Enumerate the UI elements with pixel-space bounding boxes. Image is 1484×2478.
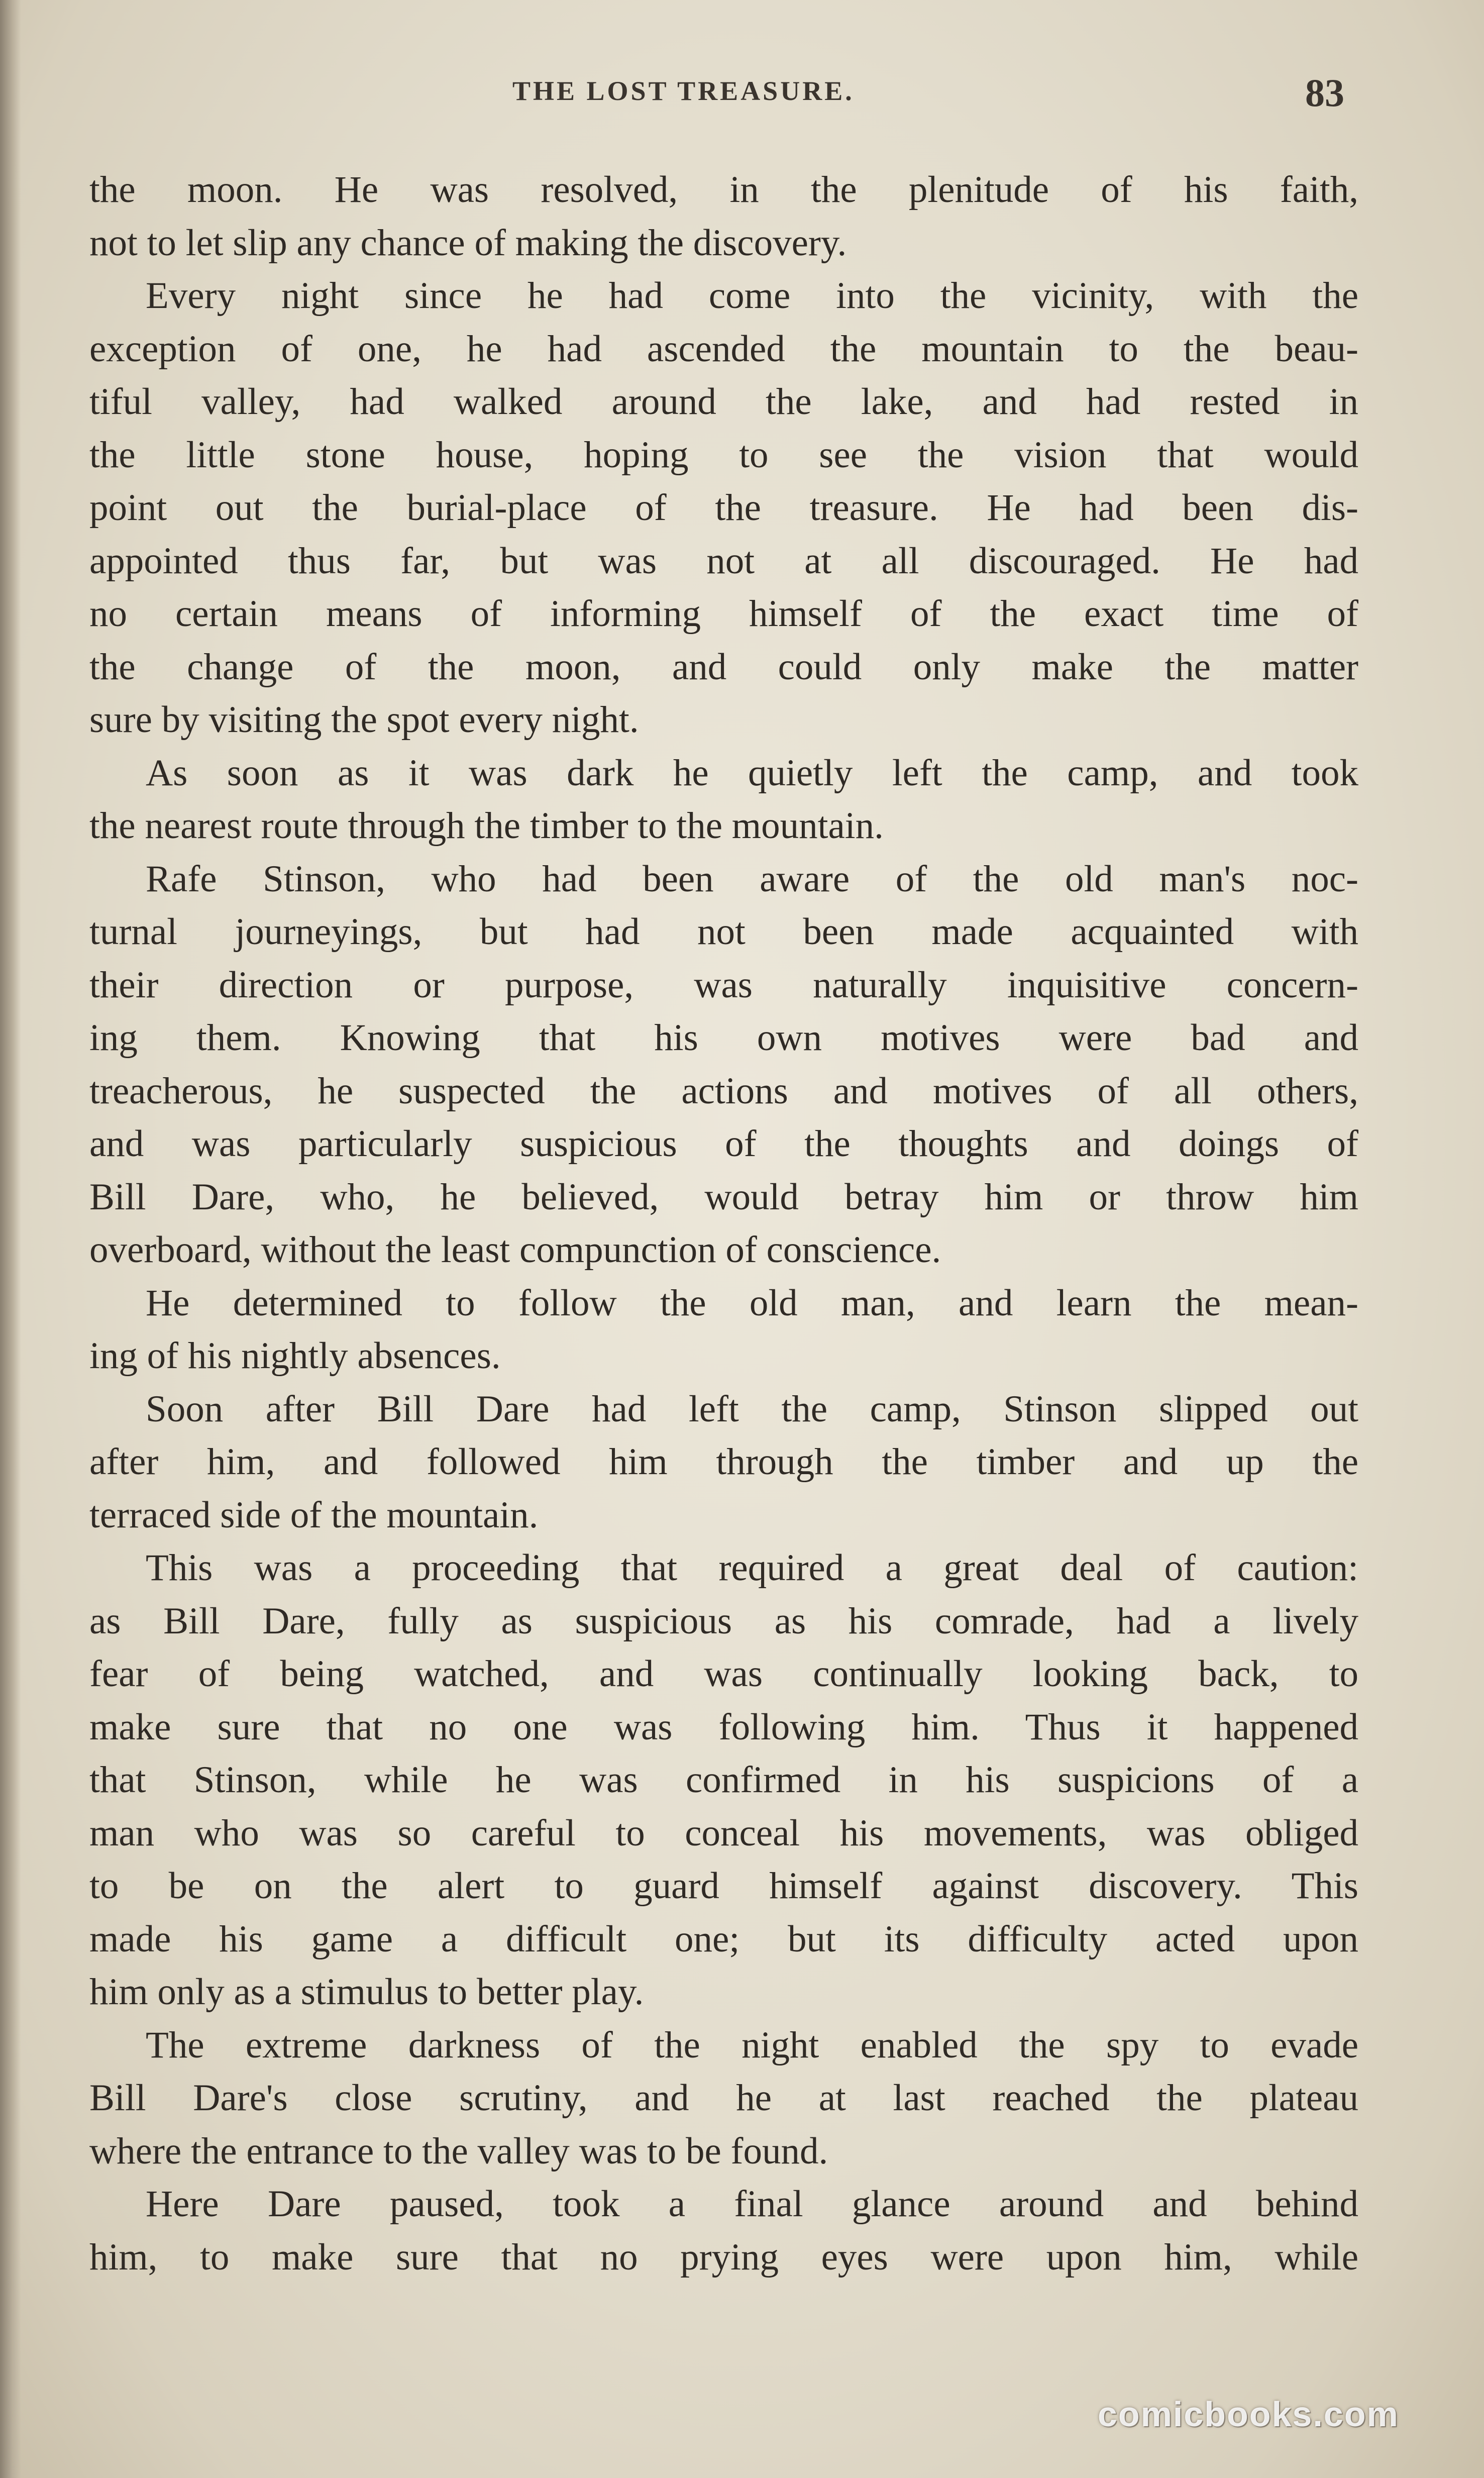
text-line: make sure that no one was following him. Thus it happened — [89, 1706, 1358, 1748]
text-line: ing them. Knowing that his own motives were bad and — [89, 1017, 1358, 1059]
page-number: 83 — [1305, 71, 1344, 115]
text-line: the change of the moon, and could only make the matter — [89, 646, 1358, 688]
text-line: terraced side of the mountain. — [89, 1494, 539, 1536]
text-line: As soon as it was dark he quietly left the camp, and took — [146, 752, 1358, 794]
text-line: the nearest route through the timber to the mountain. — [89, 805, 884, 847]
text-line: This was a proceeding that required a great deal of caution: — [146, 1547, 1358, 1589]
text-line: man who was so careful to conceal his movements, was obliged — [89, 1812, 1358, 1854]
watermark: comicbooks.com — [1098, 2395, 1399, 2434]
text-line: Rafe Stinson, who had been aware of the old man's noc- — [146, 858, 1358, 900]
text-line: appointed thus far, but was not at all discouraged. He had — [89, 540, 1358, 582]
text-line: where the entrance to the valley was to be found. — [89, 2130, 828, 2172]
text-line: as Bill Dare, fully as suspicious as his comrade, had a lively — [89, 1600, 1358, 1642]
text-line: the little stone house, hoping to see the vision that would — [89, 434, 1358, 476]
text-line: Every night since he had come into the vicinity, with the — [146, 275, 1358, 317]
text-line: Here Dare paused, took a final glance around and behind — [146, 2183, 1358, 2225]
text-line: ing of his nightly absences. — [89, 1335, 501, 1377]
running-title: THE LOST TREASURE. — [512, 76, 855, 106]
text-line: treacherous, he suspected the actions and motives of all others, — [89, 1070, 1358, 1112]
text-line: after him, and followed him through the timber and up the — [89, 1441, 1358, 1483]
text-line: Bill Dare, who, he believed, would betray him or throw him — [89, 1176, 1358, 1218]
text-line: Soon after Bill Dare had left the camp, Stinson slipped out — [146, 1388, 1358, 1430]
running-head — [0, 70, 1484, 126]
text-line: no certain means of informing himself of the exact time of — [89, 593, 1358, 635]
text-line: him only as a stimulus to better play. — [89, 1971, 644, 2013]
text-line: overboard, without the least compunction of conscience. — [89, 1229, 941, 1271]
text-line: not to let slip any chance of making the discovery. — [89, 222, 847, 264]
text-line: him, to make sure that no prying eyes were upon him, while — [89, 2236, 1358, 2278]
text-line: to be on the alert to guard himself against discovery. This — [89, 1865, 1358, 1907]
text-line: and was particularly suspicious of the thoughts and doings of — [89, 1123, 1358, 1165]
text-line: their direction or purpose, was naturally inquisitive concern- — [89, 964, 1358, 1006]
text-line: exception of one, he had ascended the mountain to the beau- — [89, 328, 1358, 370]
text-line: fear of being watched, and was continually looking back, to — [89, 1653, 1358, 1695]
text-line: turnal journeyings, but had not been made acquainted with — [89, 911, 1358, 953]
text-line: tiful valley, had walked around the lake, and had rested in — [89, 381, 1358, 423]
body-text — [89, 163, 1358, 2284]
text-line: The extreme darkness of the night enabled the spy to evade — [146, 2024, 1358, 2066]
text-line: point out the burial-place of the treasure. He had been dis- — [89, 487, 1358, 529]
page-left-edge — [0, 0, 21, 2478]
text-line: He determined to follow the old man, and learn the mean- — [146, 1282, 1358, 1324]
text-line: that Stinson, while he was confirmed in his suspicions of a — [89, 1759, 1358, 1801]
text-line: made his game a difficult one; but its difficulty acted upon — [89, 1918, 1358, 1960]
text-line: the moon. He was resolved, in the plenitude of his faith, — [89, 169, 1358, 211]
text-line: sure by visiting the spot every night. — [89, 699, 639, 741]
text-line: Bill Dare's close scrutiny, and he at last reached the plateau — [89, 2077, 1358, 2119]
